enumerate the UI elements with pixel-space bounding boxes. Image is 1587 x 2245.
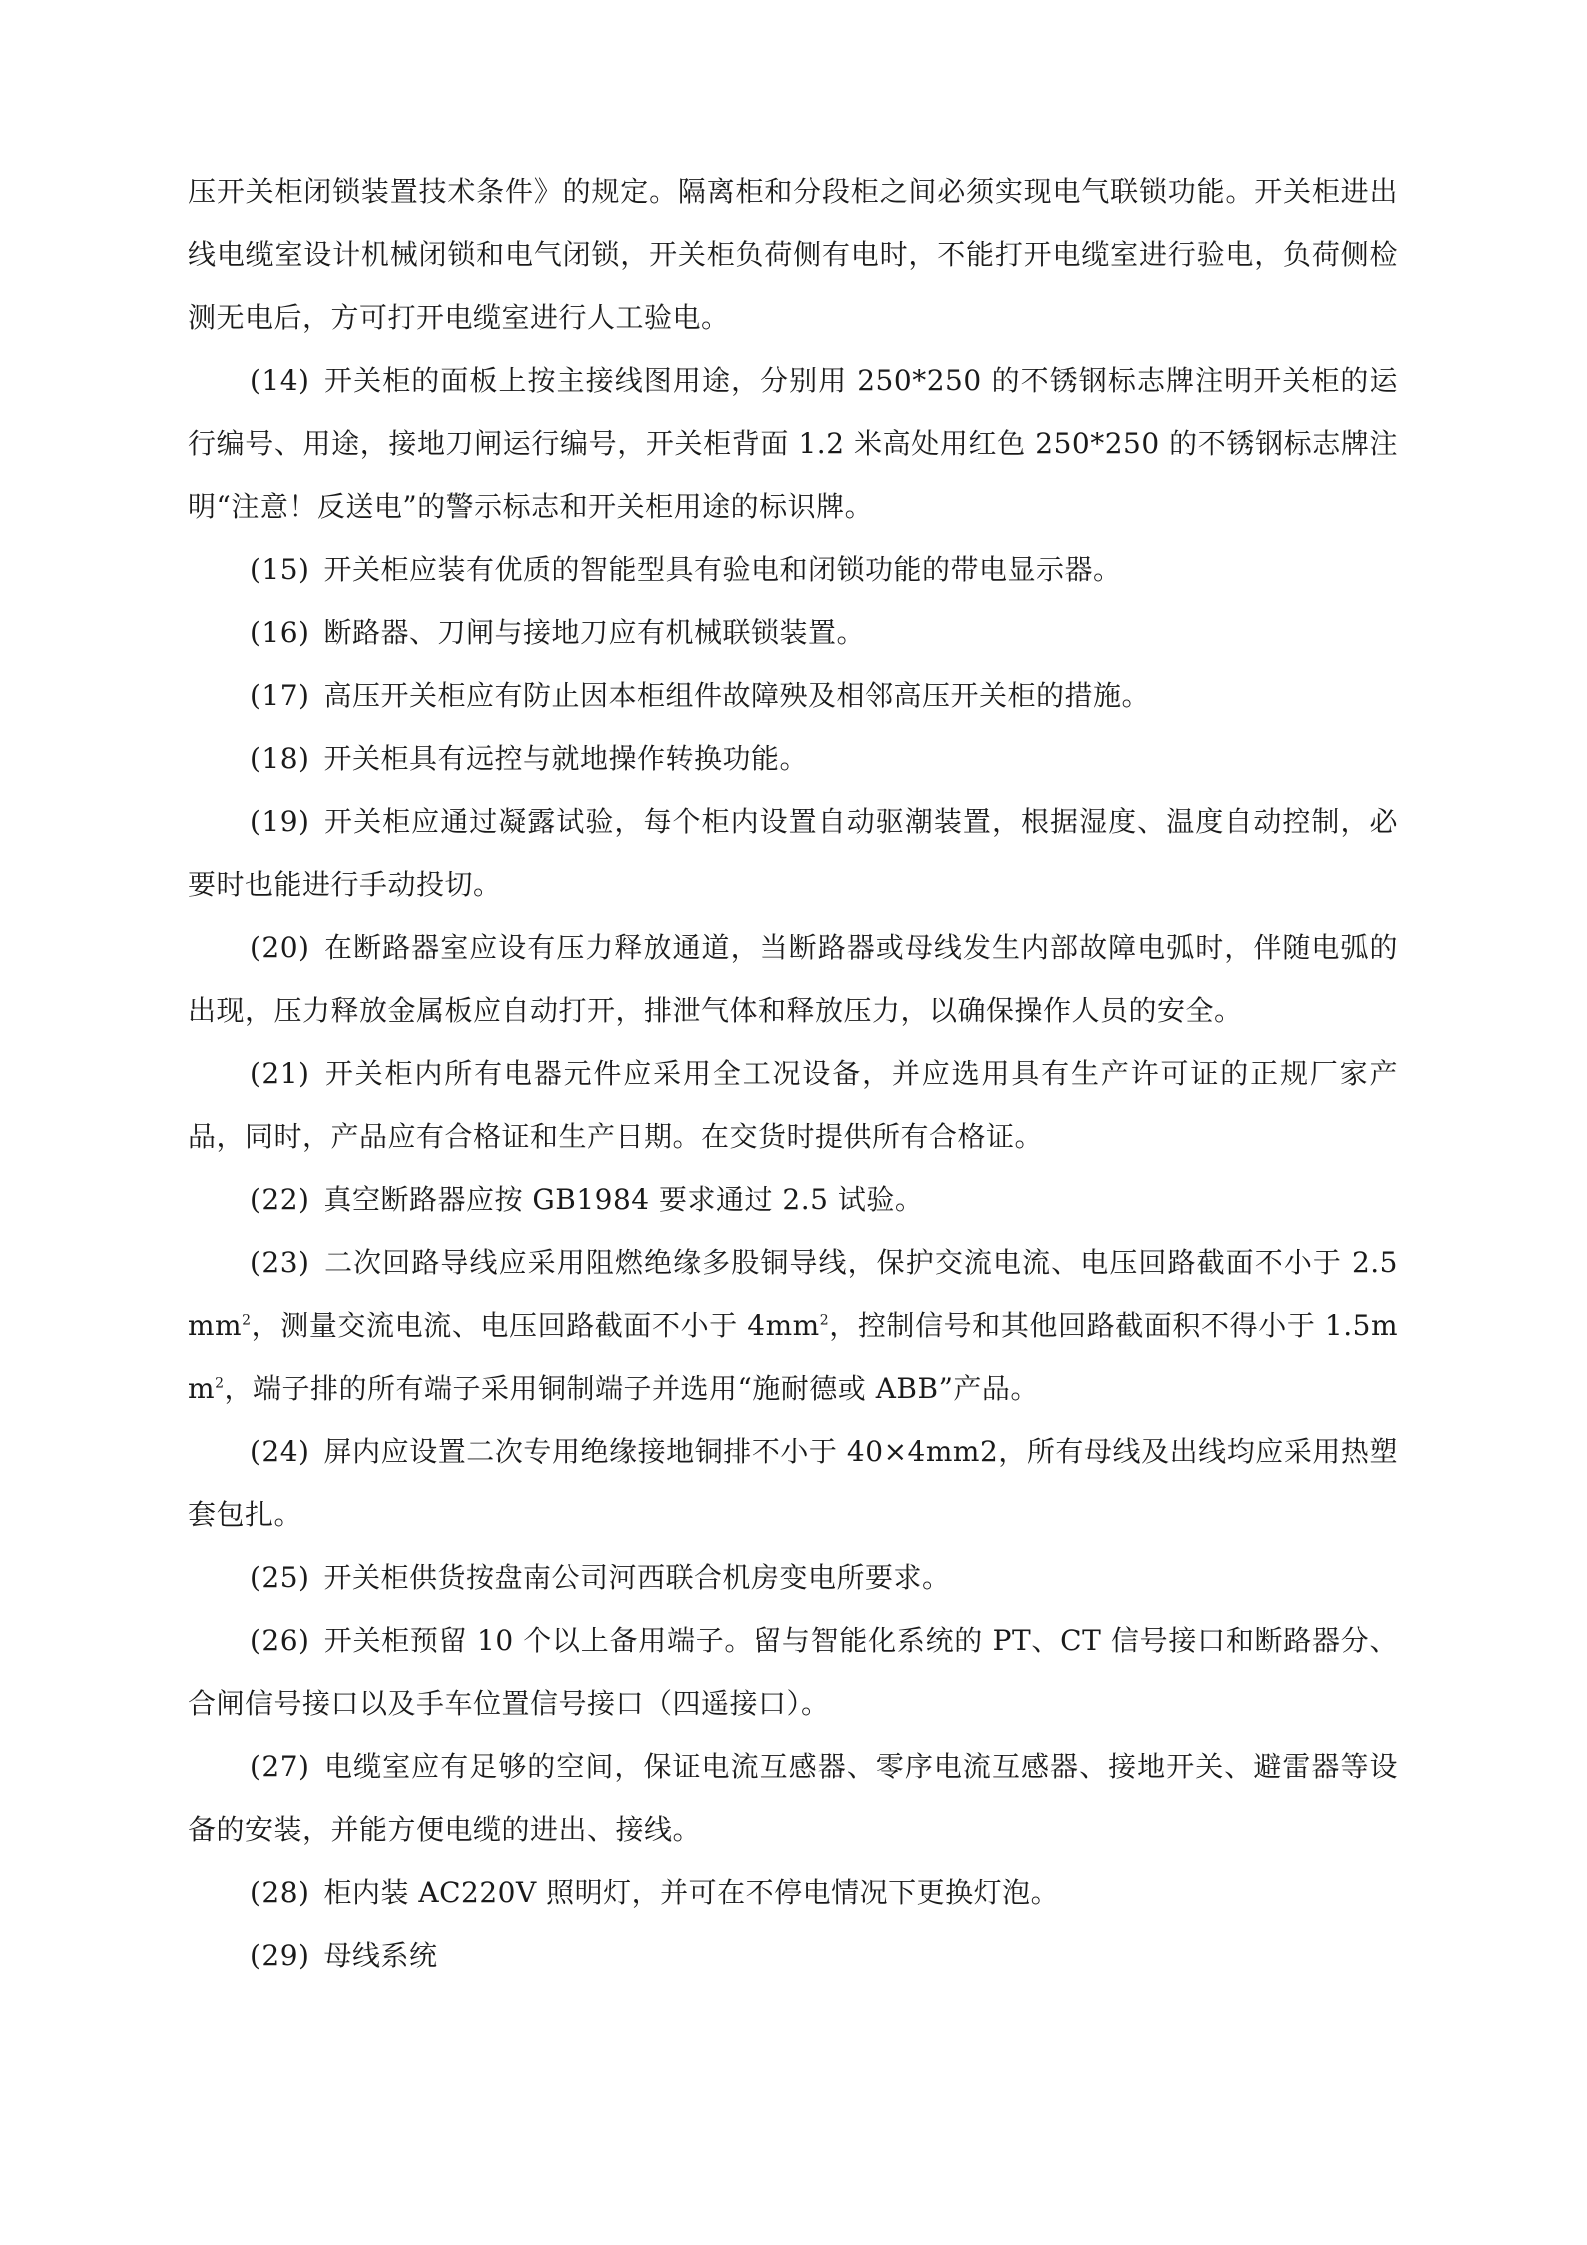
superscript-2: 2 xyxy=(242,1312,252,1329)
clause-text-part-3: ，控制信号和其他回路截面积不得小于 1.5mm xyxy=(188,1309,1398,1405)
clause-number: (29) xyxy=(250,1939,310,1972)
clause-text: 柜内装 AC220V 照明灯，并可在不停电情况下更换灯泡。 xyxy=(323,1876,1060,1909)
clause-number: (15) xyxy=(250,553,310,586)
clause-number: (25) xyxy=(250,1561,310,1594)
clause-23 xyxy=(188,1231,1398,1420)
clause-20 xyxy=(188,916,1398,1042)
clause-text: 在断路器室应设有压力释放通道，当断路器或母线发生内部故障电弧时，伴随电弧的出现，压力释放金属板应自动打开，排泄气体和释放压力，以确保操作人员的安全。 xyxy=(188,931,1398,1027)
clause-text: 屏内应设置二次专用绝缘接地铜排不小于 40×4mm2，所有母线及出线均应采用热塑套包扎。 xyxy=(188,1435,1398,1531)
clause-text: 开关柜供货按盘南公司河西联合机房变电所要求。 xyxy=(323,1561,951,1594)
clause-number: (28) xyxy=(250,1876,310,1909)
clause-text-part-2: ，测量交流电流、电压回路截面不小于 4mm xyxy=(251,1309,820,1342)
paragraph-continuation: 压开关柜闭锁装置技术条件》的规定。隔离柜和分段柜之间必须实现电气联锁功能。开关柜进出线电缆室设计机械闭锁和电气闭锁，开关柜负荷侧有电时，不能打开电缆室进行验电，负荷侧检测无电后，方可打开电缆室进行人工验电。 xyxy=(188,175,1398,334)
clause-text: 开关柜具有远控与就地操作转换功能。 xyxy=(323,742,808,775)
clause-number: (14) xyxy=(250,364,310,397)
clause-number: (16) xyxy=(250,616,310,649)
clause-19 xyxy=(188,790,1398,916)
clause-number: (20) xyxy=(250,931,310,964)
clause-number: (26) xyxy=(250,1624,310,1657)
clause-number: (22) xyxy=(250,1183,310,1216)
clause-number: (23) xyxy=(250,1246,310,1279)
clause-text: 开关柜的面板上按主接线图用途，分别用 250*250 的不锈钢标志牌注明开关柜的运行编号、用途，接地刀闸运行编号，开关柜背面 1.2 米高处用红色 250*250 的不锈钢标志牌注明“注意！反送电”的警示标志和开关柜用途的标识牌。 xyxy=(188,364,1398,523)
clause-number: (18) xyxy=(250,742,310,775)
clause-22 xyxy=(188,1168,1398,1231)
clause-number: (27) xyxy=(250,1750,310,1783)
superscript-2: 2 xyxy=(819,1312,830,1329)
clause-text: 开关柜内所有电器元件应采用全工况设备，并应选用具有生产许可证的正规厂家产品，同时，产品应有合格证和生产日期。在交货时提供所有合格证。 xyxy=(188,1057,1398,1153)
clause-text: 高压开关柜应有防止因本柜组件故障殃及相邻高压开关柜的措施。 xyxy=(323,679,1150,712)
clause-text: 断路器、刀闸与接地刀应有机械联锁装置。 xyxy=(323,616,865,649)
clause-14 xyxy=(188,349,1398,538)
clause-18 xyxy=(188,727,1398,790)
clause-number: (17) xyxy=(250,679,310,712)
clause-text-part-4: ，端子排的所有端子采用铜制端子并选用“施耐德或 ABB”产品。 xyxy=(224,1372,1039,1405)
clause-text: 电缆室应有足够的空间，保证电流互感器、零序电流互感器、接地开关、避雷器等设备的安装，并能方便电缆的进出、接线。 xyxy=(188,1750,1398,1846)
clause-25 xyxy=(188,1546,1398,1609)
clause-text: 开关柜应装有优质的智能型具有验电和闭锁功能的带电显示器。 xyxy=(323,553,1122,586)
clause-21 xyxy=(188,1042,1398,1168)
clause-text: 真空断路器应按 GB1984 要求通过 2.5 试验。 xyxy=(323,1183,924,1216)
clause-text-part-1: 二次回路导线应采用阻燃绝缘多股铜导线，保护交流电流、电压回路截面不小于 2.5mm xyxy=(188,1246,1398,1342)
clause-number: (19) xyxy=(250,805,310,838)
clause-15 xyxy=(188,538,1398,601)
clause-16 xyxy=(188,601,1398,664)
clause-text: 开关柜应通过凝露试验，每个柜内设置自动驱潮装置，根据湿度、温度自动控制，必要时也能进行手动投切。 xyxy=(188,805,1398,901)
clause-number: (21) xyxy=(250,1057,310,1090)
clause-27 xyxy=(188,1735,1398,1861)
clause-number: (24) xyxy=(250,1435,310,1468)
clause-17 xyxy=(188,664,1398,727)
document-body xyxy=(188,160,1398,1987)
clause-text: 母线系统 xyxy=(323,1939,438,1972)
clause-24 xyxy=(188,1420,1398,1546)
clause-26 xyxy=(188,1609,1398,1735)
clause-29 xyxy=(188,1924,1398,1987)
clause-28 xyxy=(188,1861,1398,1924)
superscript-2: 2 xyxy=(215,1375,225,1392)
clause-text: 开关柜预留 10 个以上备用端子。留与智能化系统的 PT、CT 信号接口和断路器分、合闸信号接口以及手车位置信号接口（四遥接口）。 xyxy=(188,1624,1398,1720)
